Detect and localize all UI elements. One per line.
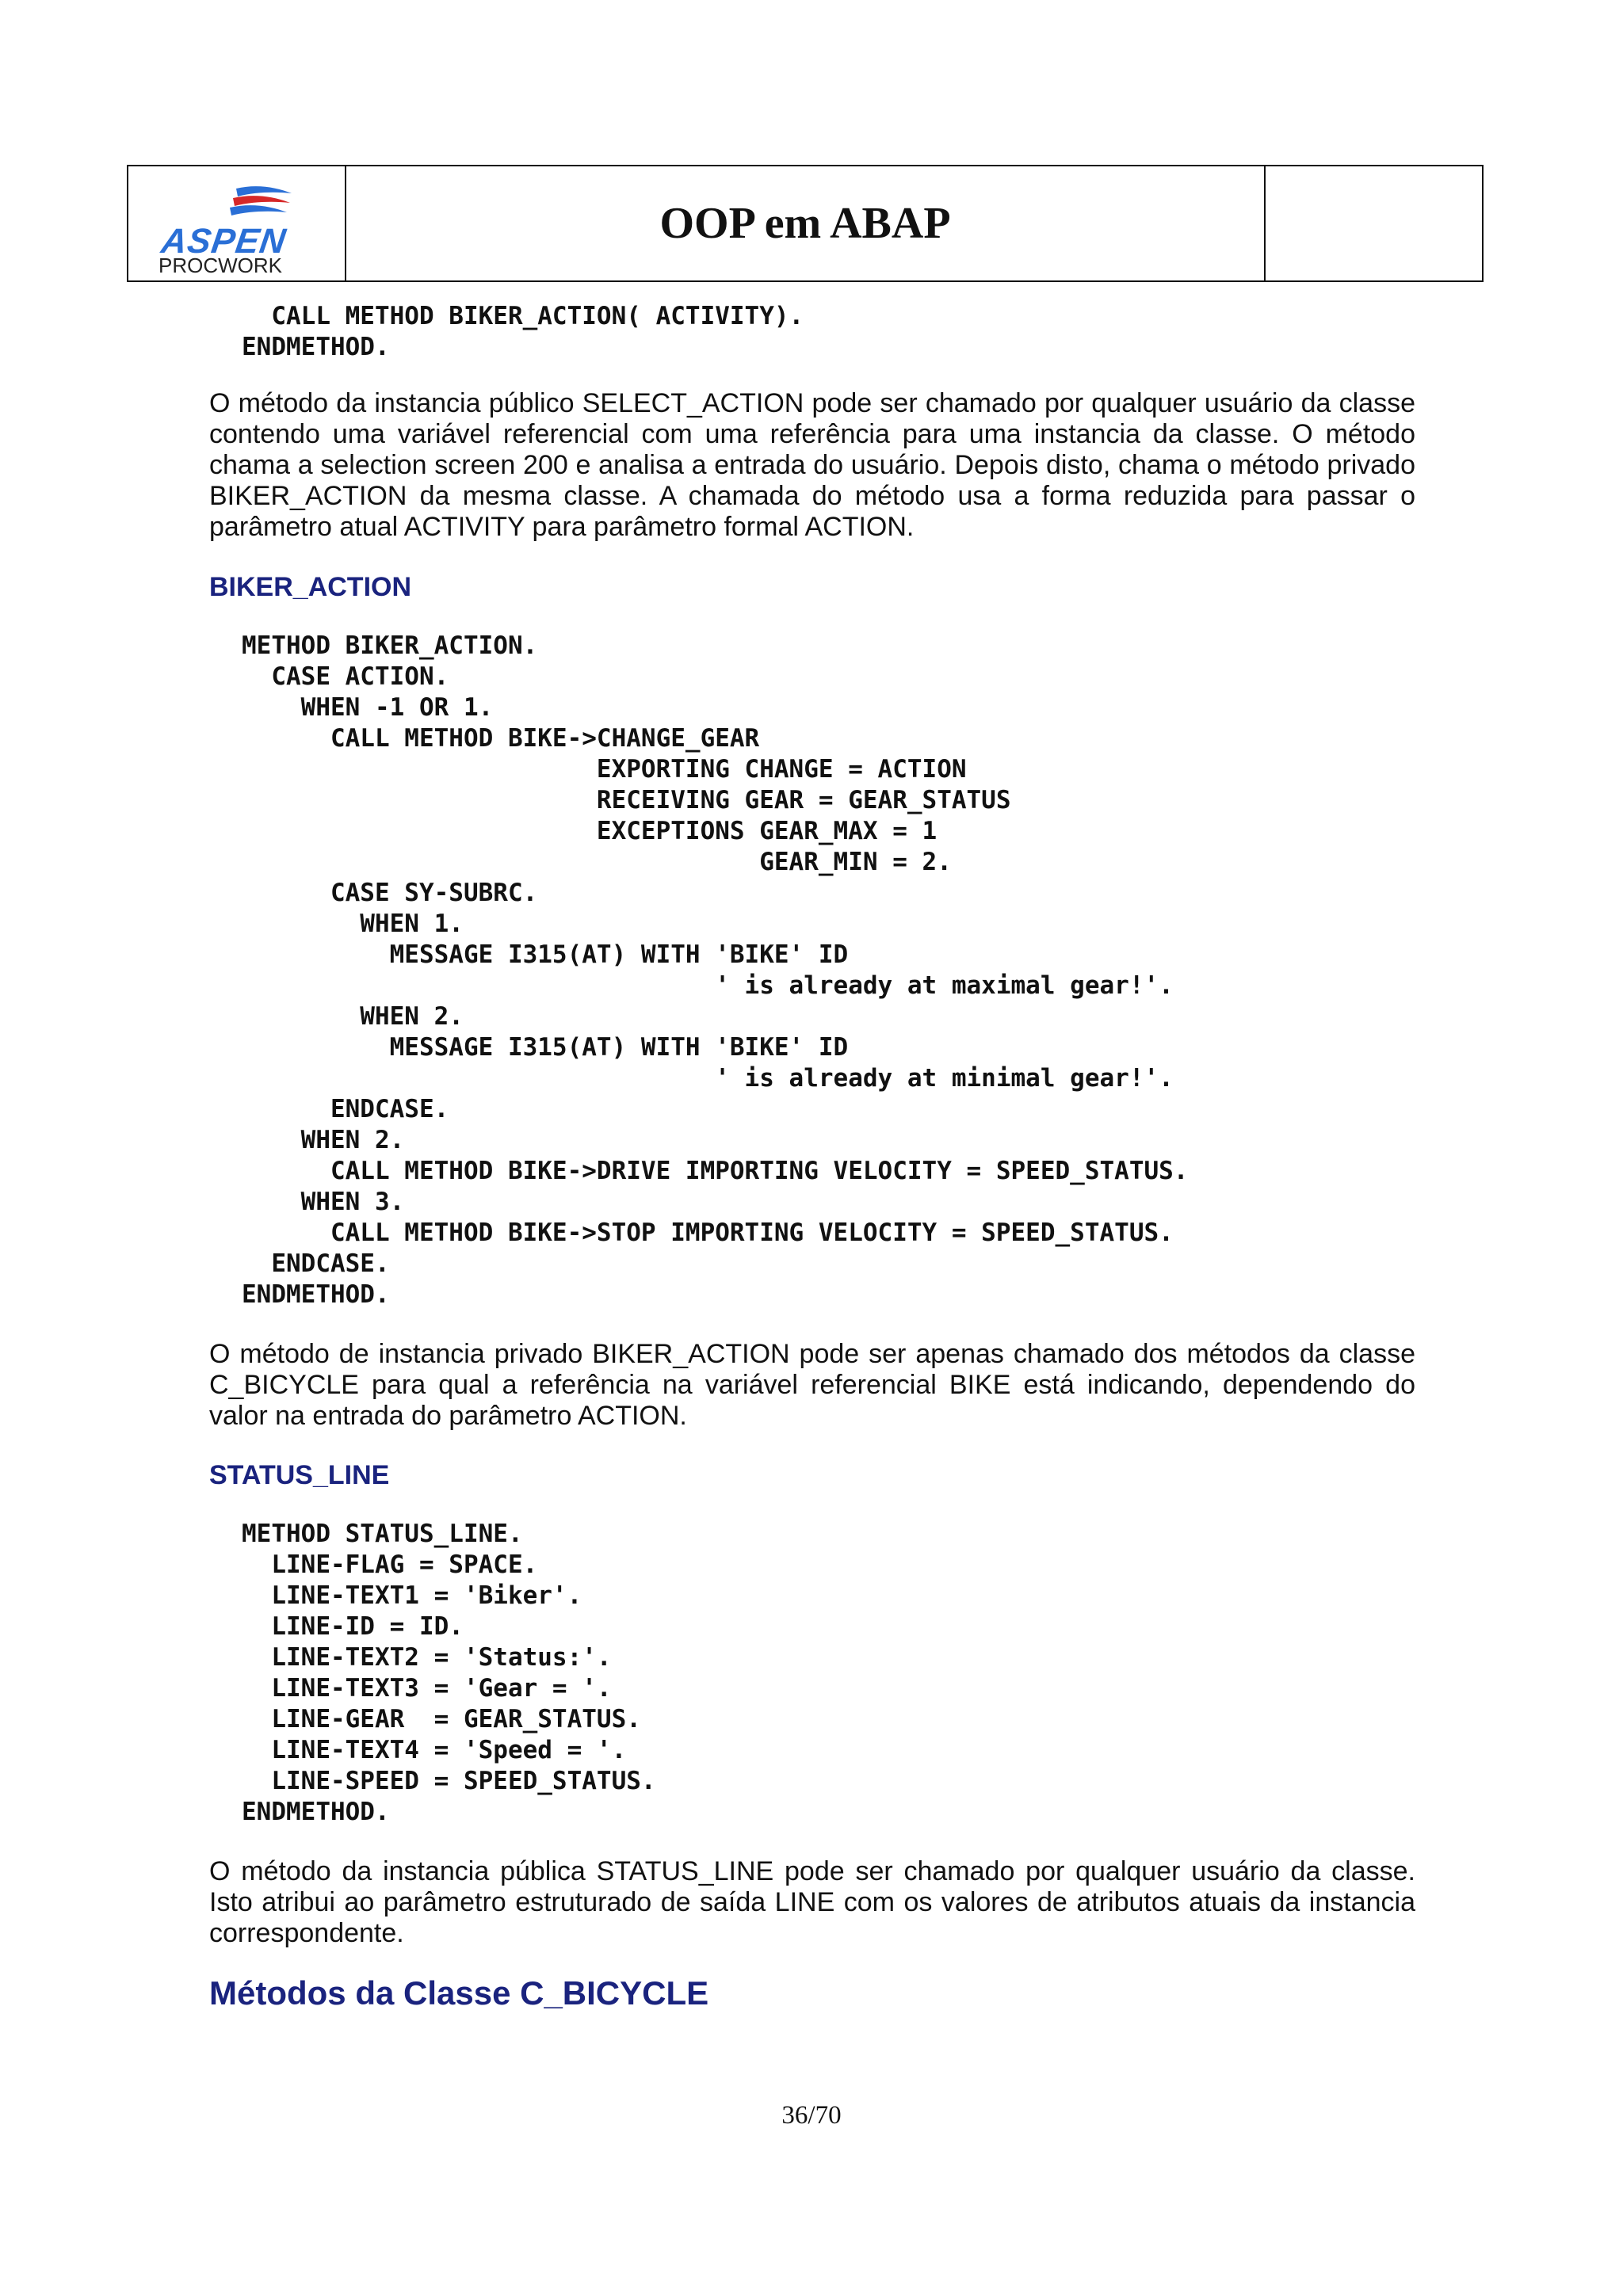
code-block-biker-action: METHOD BIKER_ACTION. CASE ACTION. WHEN -1 OR 1. CALL METHOD BIKE->CHANGE_GEAR EXPORTING CHANGE = ACTION RECEIVING GEAR = GEAR_STATUS EXCEPTIONS GEAR_MAX = 1 GEAR_MIN = 2. CASE SY-SUBRC. WHEN 1. MESSAGE I315(AT) WITH 'BIKE' ID ' is already at maximal gear!'. WHEN 2. MESSAGE I315(AT) WITH 'BIKE' ID ' is already at minimal gear!'. ENDCASE. WHEN 2. CALL METHOD BIKE->DRIVE IMPORTING VELOCITY = SPEED_STATUS. WHEN 3. CALL METHOD BIKE->STOP IMPORTING VELOCITY = SPEED_STATUS. ENDCASE. ENDMETHOD.	[242, 631, 1189, 1309]
page-number: 36/70	[781, 2101, 842, 2130]
header-title-cell	[346, 166, 1266, 280]
paragraph-biker-action: O método de instancia privado BIKER_ACTION pode ser apenas chamado dos métodos da classe C_BICYCLE para qual a referência na variável referencial BIKE está indicando, dependendo do valor na entrada do parâmetro ACTION.	[209, 1339, 1415, 1431]
section-heading-biker-action: BIKER_ACTION	[209, 572, 412, 602]
page-header	[127, 165, 1484, 282]
document-title: OOP em ABAP	[659, 199, 951, 248]
code-block-top: CALL METHOD BIKER_ACTION( ACTIVITY). ENDMETHOD.	[242, 302, 804, 361]
code-block-status-line: METHOD STATUS_LINE. LINE-FLAG = SPACE. LINE-TEXT1 = 'Biker'. LINE-ID = ID. LINE-TEXT2 = 'Status:'. LINE-TEXT3 = 'Gear = '. LINE-GEAR = GEAR_STATUS. LINE-TEXT4 = 'Speed = '. LINE-SPEED = SPEED_STATUS. ENDMETHOD.	[242, 1520, 656, 1826]
paragraph-select-action: O método da instancia público SELECT_ACTION pode ser chamado por qualquer usuário da classe contendo uma variável referencial com uma referência para uma instancia da classe. O método chama a selection screen 200 e analisa a entrada do usuário. Depois disto, chama o método privado BIKER_ACTION da mesma classe. A chamada do método usa a forma reduzida para passar o parâmetro atual ACTIVITY para parâmetro formal ACTION.	[209, 388, 1415, 542]
paragraph-status-line: O método da instancia pública STATUS_LINE pode ser chamado por qualquer usuário da classe. Isto atribui ao parâmetro estruturado de saída LINE com os valores de atributos atuais da instancia correspondente.	[209, 1856, 1415, 1948]
header-blank-cell	[1266, 166, 1482, 280]
logo-subtitle: PROCWORK	[158, 254, 282, 277]
section-heading-status-line: STATUS_LINE	[209, 1460, 390, 1490]
logo-name: ASPEN	[158, 222, 289, 261]
logo	[128, 166, 346, 280]
section-heading-metodos: Métodos da Classe C_BICYCLE	[209, 1974, 709, 2012]
